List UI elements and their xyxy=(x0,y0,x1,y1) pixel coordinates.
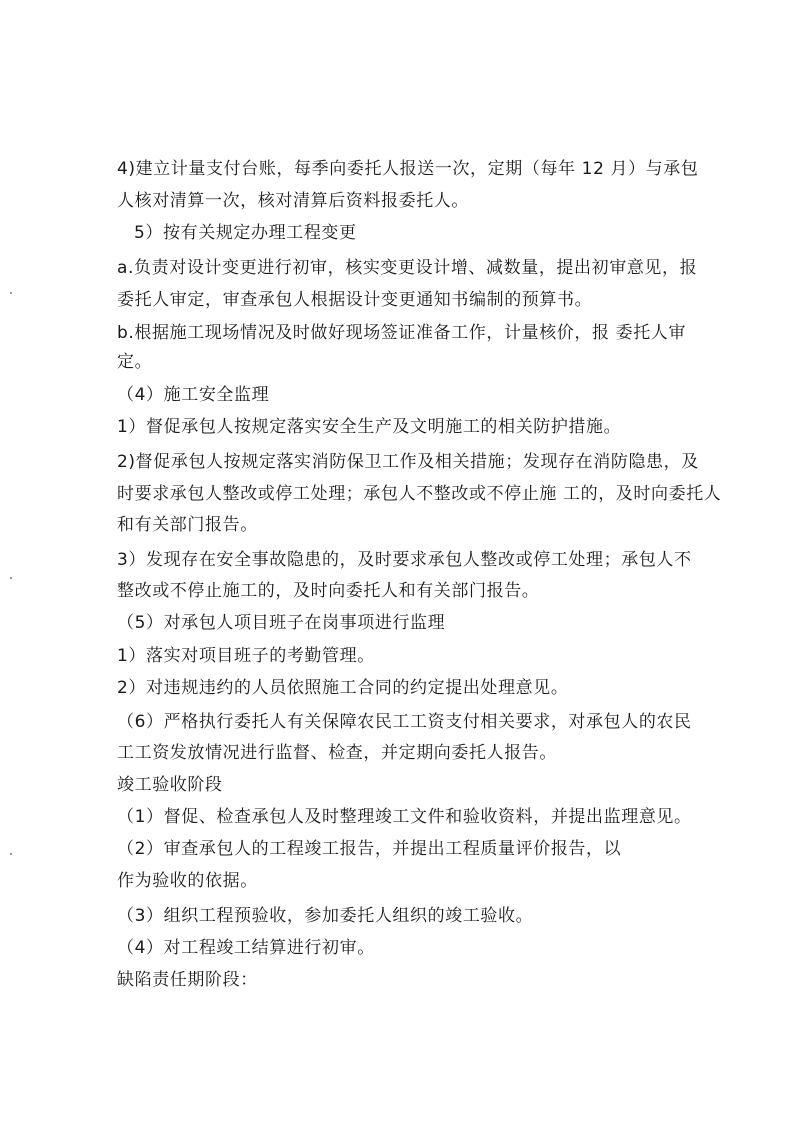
paragraph-line: （2）审查承包人的工程竣工报告，并提出工程质量评价报告，以 xyxy=(117,839,622,859)
section-heading: 缺陷责任期阶段： xyxy=(117,970,258,990)
paragraph-line: 时要求承包人整改或停工处理；承包人不整改或不停止施 工的，及时向委托人 xyxy=(117,484,722,504)
paragraph-line: 1）落实对项目班子的考勤管理。 xyxy=(117,646,375,666)
scan-dot xyxy=(10,577,12,579)
paragraph-line: 1）督促承包人按规定落实安全生产及文明施工的相关防护措施。 xyxy=(117,417,622,437)
paragraph-line: 3）发现存在安全事故隐患的，及时要求承包人整改或停工处理；承包人不 xyxy=(117,550,692,570)
scan-dot xyxy=(10,292,12,294)
scan-dot xyxy=(10,853,12,855)
paragraph-line: a.负责对设计变更进行初审，核实变更设计增、减数量，提出初审意见，报 xyxy=(117,258,698,278)
paragraph-line: （6）严格执行委托人有关保障农民工工资支付相关要求，对承包人的农民 xyxy=(117,712,692,732)
paragraph-line: 委托人审定，审查承包人根据设计变更通知书编制的预算书。 xyxy=(117,290,593,310)
paragraph-line: （4）对工程竣工结算进行初审。 xyxy=(117,938,375,958)
paragraph-line: 和有关部门报告。 xyxy=(117,515,258,535)
paragraph-line: 整改或不停止施工的，及时向委托人和有关部门报告。 xyxy=(117,581,540,601)
section-heading: （5）对承包人项目班子在岗事项进行监理 xyxy=(117,613,446,633)
paragraph-line: （1）督促、检查承包人及时整理竣工文件和验收资料，并提出监理意见。 xyxy=(117,807,692,827)
paragraph-line: 2）对违规违约的人员依照施工合同的约定提出处理意见。 xyxy=(117,678,569,698)
paragraph-line: 2)督促承包人按规定落实消防保卫工作及相关措施；发现存在消防隐患，及 xyxy=(117,452,699,472)
paragraph-line: b.根据施工现场情况及时做好现场签证准备工作，计量核价，报 委托人审 xyxy=(117,323,686,343)
paragraph-line: 工工资发放情况进行监督、检查，并定期向委托人报告。 xyxy=(117,743,557,763)
section-heading: 5）按有关规定办理工程变更 xyxy=(134,223,357,243)
paragraph-line: 人核对清算一次，核对清算后资料报委托人。 xyxy=(117,191,469,211)
section-heading: 竣工验收阶段 xyxy=(117,775,223,795)
paragraph-line: （3）组织工程预验收，参加委托人组织的竣工验收。 xyxy=(117,906,534,926)
section-heading: （4）施工安全监理 xyxy=(117,385,270,405)
paragraph-line: 定。 xyxy=(117,352,153,372)
paragraph-line: 作为验收的依据。 xyxy=(117,871,258,891)
paragraph-line: 4)建立计量支付台账，每季向委托人报送一次，定期（每年 12 月）与承包 xyxy=(117,159,699,179)
